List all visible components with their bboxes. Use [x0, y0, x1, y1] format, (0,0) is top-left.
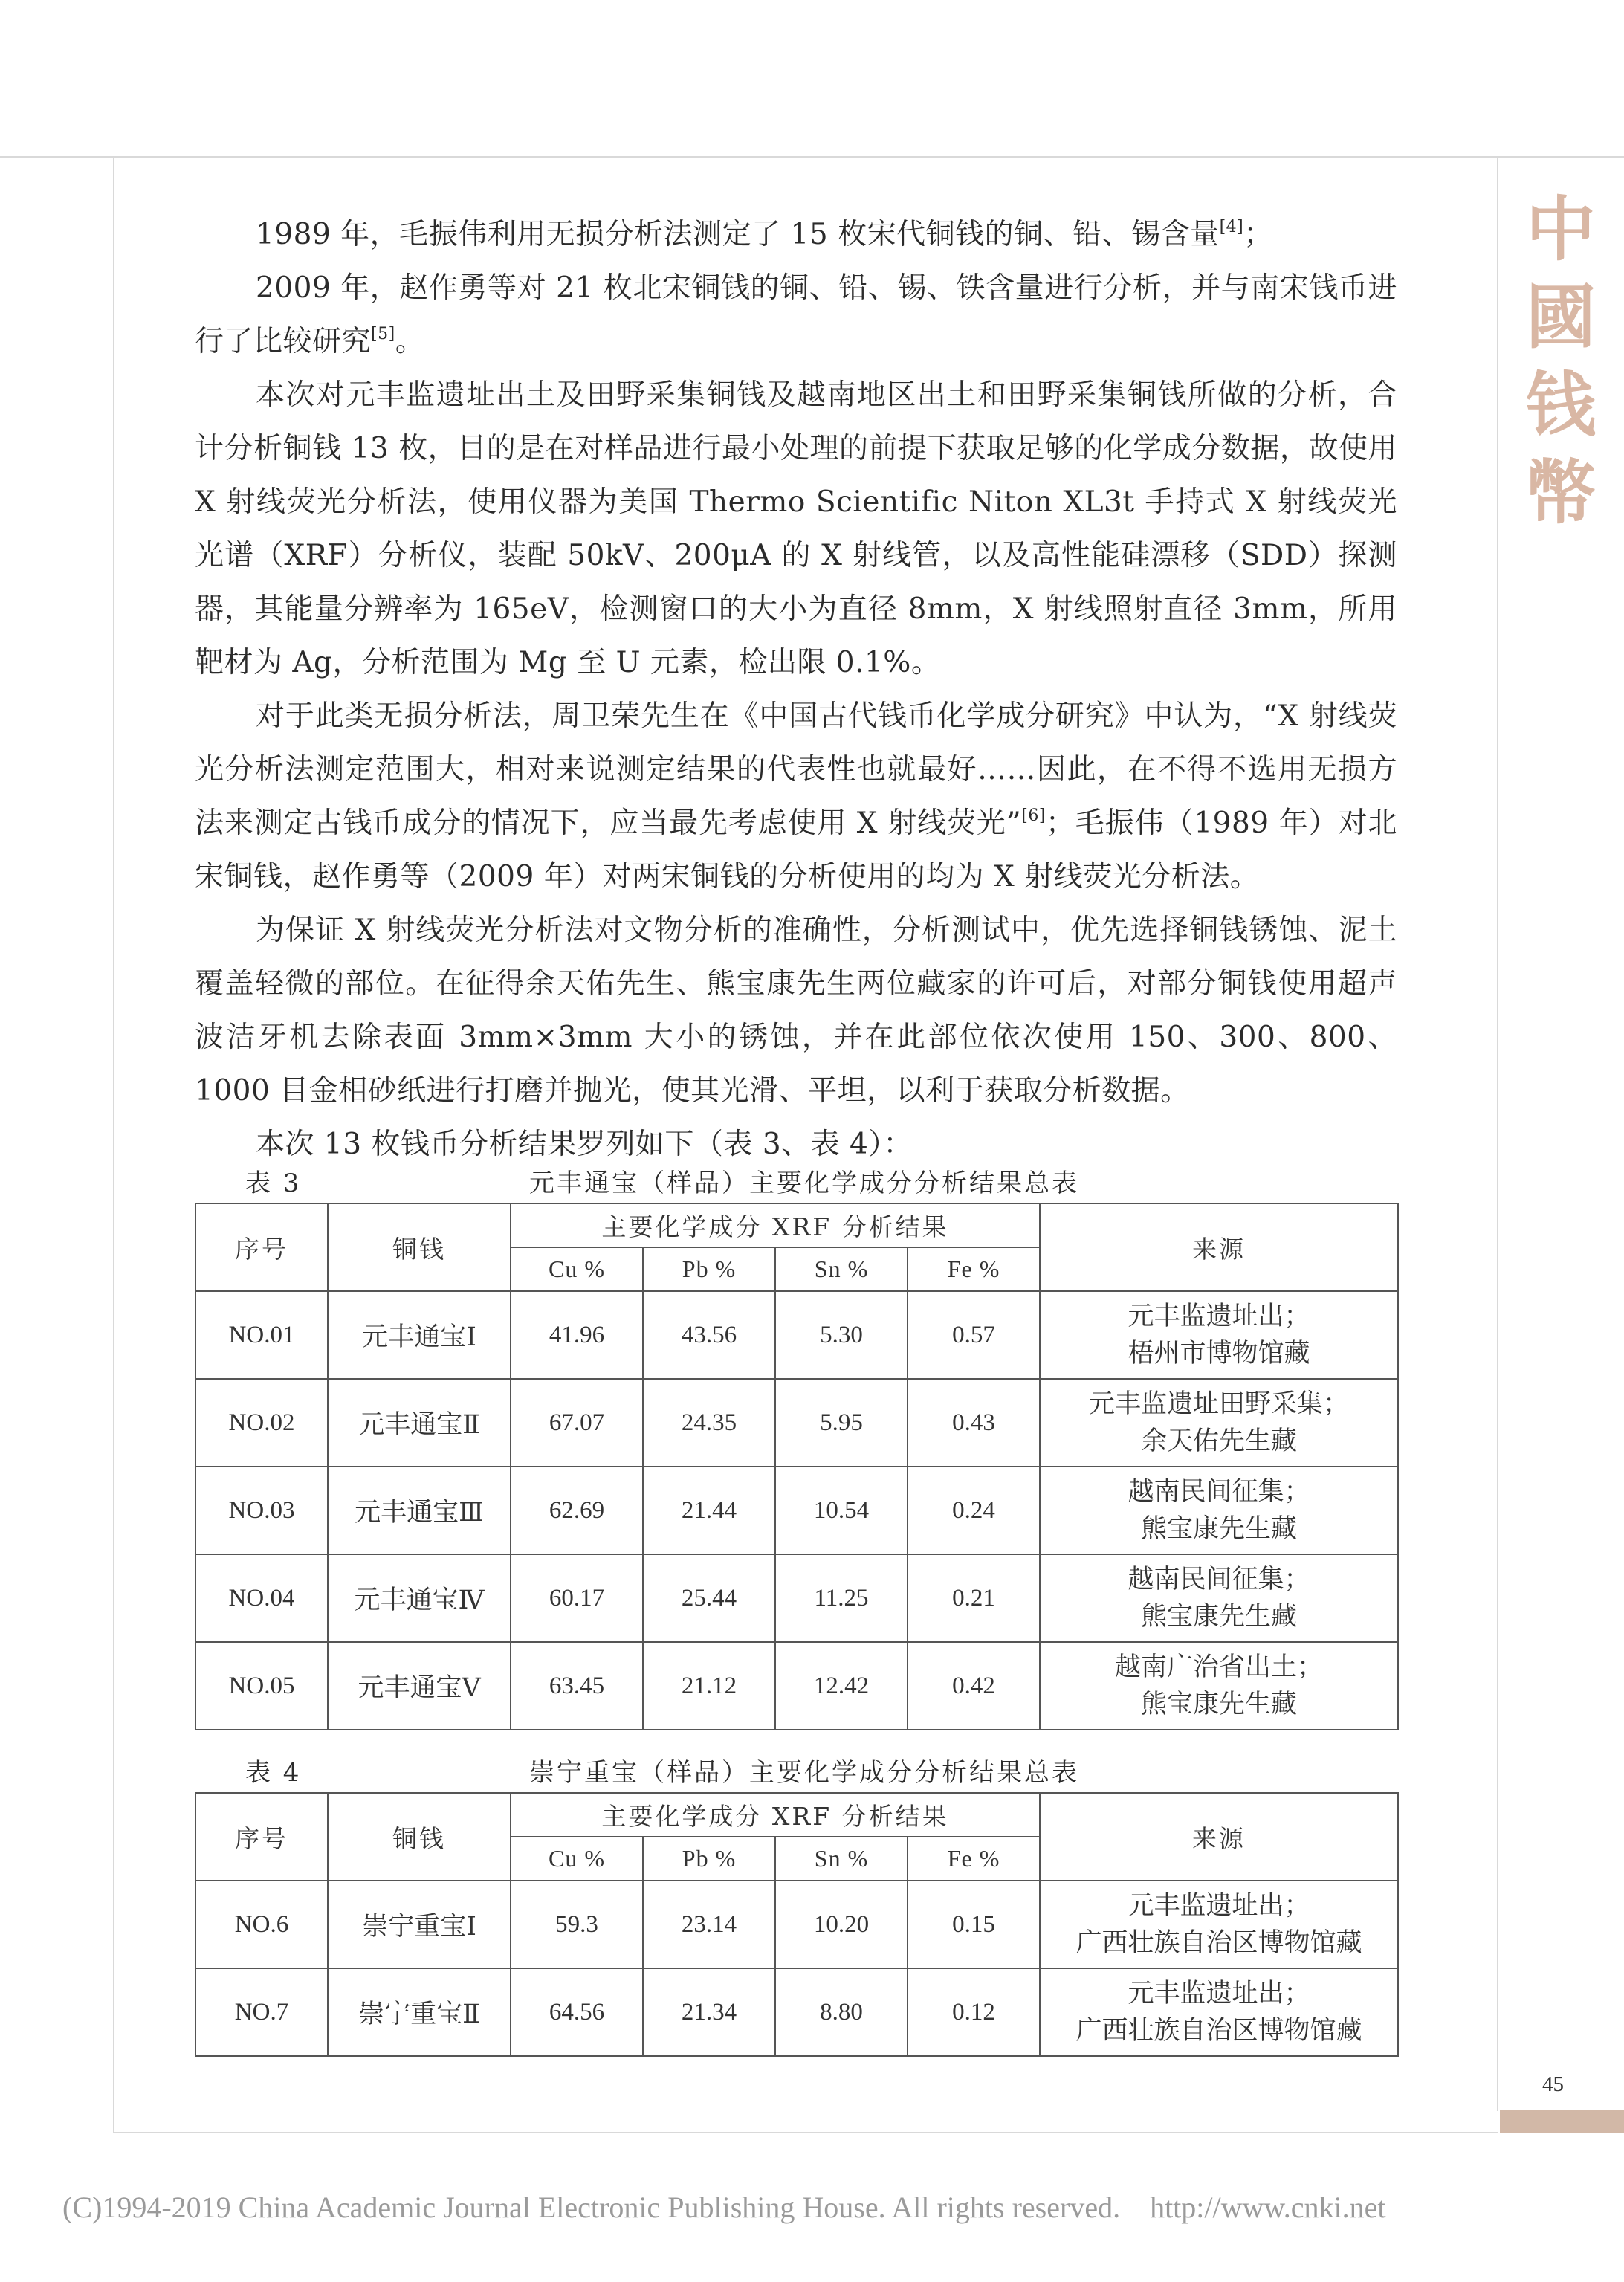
- journal-logo: [1516, 186, 1605, 537]
- cell-pb: 21.34: [643, 1968, 775, 2056]
- citation-ref[interactable]: [4]: [1219, 218, 1244, 236]
- cell-sn: 12.42: [775, 1642, 908, 1730]
- left-margin-rule: [113, 156, 114, 2133]
- paragraph: 2009 年，赵作勇等对 21 枚北宋铜钱的铜、铅、锡、铁含量进行分析，并与南宋钱币进行了比较研究[5]。: [195, 271, 1397, 358]
- col-header-sn: Sn %: [775, 1837, 908, 1881]
- cell-fe: 0.57: [908, 1291, 1040, 1379]
- cell-fe: 0.15: [908, 1881, 1040, 1968]
- cell-source: 越南广治省出土； 熊宝康先生藏: [1040, 1642, 1398, 1730]
- col-header-seq: 序号: [195, 1793, 328, 1881]
- col-header-pb: Pb %: [643, 1247, 775, 1291]
- cell-sn: 5.95: [775, 1379, 908, 1467]
- table4-label: 表 4: [245, 1758, 302, 1788]
- paragraph: 1989 年，毛振伟利用无损分析法测定了 15 枚宋代铜钱的铜、铅、锡含量[4]；: [256, 218, 1273, 251]
- cell-fe: 0.43: [908, 1379, 1040, 1467]
- cell-sn: 8.80: [775, 1968, 908, 2056]
- cell-pb: 21.12: [643, 1642, 775, 1730]
- table3-caption: [195, 1163, 1397, 1200]
- col-header-coin: 铜钱: [328, 1793, 511, 1881]
- logo-char: 中: [1525, 189, 1596, 271]
- cell-pb: 25.44: [643, 1554, 775, 1642]
- cell-coin: 元丰通宝Ⅰ: [328, 1291, 511, 1379]
- cell-cu: 59.3: [511, 1881, 643, 1968]
- table-row: [195, 1467, 1398, 1554]
- table3: [195, 1203, 1399, 1730]
- cell-seq: NO.7: [195, 1968, 328, 2056]
- cell-fe: 0.42: [908, 1642, 1040, 1730]
- table-row: [195, 1291, 1398, 1379]
- page-accent-bar: [1500, 2110, 1624, 2133]
- cell-pb: 43.56: [643, 1291, 775, 1379]
- table-row: [195, 1642, 1398, 1730]
- body-text: [195, 208, 1397, 1171]
- logo-char: 國: [1525, 277, 1596, 358]
- cell-source: 越南民间征集； 熊宝康先生藏: [1040, 1554, 1398, 1642]
- paragraph: 为保证 X 射线荧光分析法对文物分析的准确性，分析测试中，优先选择铜钱锈蚀、泥土覆盖轻微的部位。在征得余天佑先生、熊宝康先生两位藏家的许可后，对部分铜钱使用超声波洁牙机去除表面 3mm×3mm 大小的锈蚀，并在此部位依次使用 150、300、800、1000 目金相砂纸进行打磨并抛光，使其光滑、平坦，以利于获取分析数据。: [195, 914, 1397, 1108]
- cell-seq: NO.04: [195, 1554, 328, 1642]
- cell-cu: 64.56: [511, 1968, 643, 2056]
- table4-caption: [195, 1752, 1397, 1789]
- cell-source: 越南民间征集； 熊宝康先生藏: [1040, 1467, 1398, 1554]
- cell-fe: 0.12: [908, 1968, 1040, 2056]
- citation-ref[interactable]: [5]: [371, 325, 395, 343]
- cell-pb: 24.35: [643, 1379, 775, 1467]
- cell-source: 元丰监遗址田野采集； 余天佑先生藏: [1040, 1379, 1398, 1467]
- cell-source: 元丰监遗址出； 梧州市博物馆藏: [1040, 1291, 1398, 1379]
- col-header-source: 来源: [1040, 1793, 1398, 1881]
- cell-coin: 崇宁重宝Ⅱ: [328, 1968, 511, 2056]
- citation-ref[interactable]: [6]: [1021, 807, 1046, 825]
- cell-source: 元丰监遗址出； 广西壮族自治区博物馆藏: [1040, 1881, 1398, 1968]
- logo-char: 钱: [1525, 364, 1596, 446]
- header-rule: [0, 156, 1624, 158]
- col-header-cu: Cu %: [511, 1837, 643, 1881]
- col-header-seq: 序号: [195, 1203, 328, 1291]
- cell-sn: 10.20: [775, 1881, 908, 1968]
- table4-title: 崇宁重宝（样品）主要化学成分分析结果总表: [529, 1758, 1079, 1788]
- cell-sn: 5.30: [775, 1291, 908, 1379]
- table-row: [195, 1968, 1398, 2056]
- col-header-coin: 铜钱: [328, 1203, 511, 1291]
- paragraph: 本次对元丰监遗址出土及田野采集铜钱及越南地区出土和田野采集铜钱所做的分析，合计分析铜钱 13 枚，目的是在对样品进行最小处理的前提下获取足够的化学成分数据，故使用 X 射线荧光分析法，使用仪器为美国 Thermo Scientific Niton XL3t 手持式 X 射线荧光光谱（XRF）分析仪，装配 50kV、200μA 的 X 射线管，以及高性能硅漂移（SDD）探测器，其能量分辨率为 165eV，检测窗口的大小为直径 8mm，X 射线照射直径 3mm，所用靶材为 Ag，分析范围为 Mg 至 U 元素，检出限 0.1%。: [195, 378, 1397, 679]
- cell-seq: NO.05: [195, 1642, 328, 1730]
- cell-sn: 11.25: [775, 1554, 908, 1642]
- cell-coin: 元丰通宝Ⅲ: [328, 1467, 511, 1554]
- table-row: [195, 1554, 1398, 1642]
- table-row: [195, 1379, 1398, 1467]
- paragraph: 对于此类无损分析法，周卫荣先生在《中国古代钱币化学成分研究》中认为，“X 射线荧光分析法测定范围大，相对来说测定结果的代表性也就最好……因此，在不得不选用无损方法来测定古钱币成分的情况下，应当最先考虑使用 X 射线荧光”[6]；毛振伟（1989 年）对北宋铜钱，赵作勇等（2009 年）对两宋铜钱的分析使用的均为 X 射线荧光分析法。: [195, 699, 1398, 893]
- col-header-group: 主要化学成分 XRF 分析结果: [511, 1793, 1040, 1837]
- cell-seq: NO.03: [195, 1467, 328, 1554]
- cell-cu: 60.17: [511, 1554, 643, 1642]
- cell-fe: 0.24: [908, 1467, 1040, 1554]
- cell-coin: 崇宁重宝Ⅰ: [328, 1881, 511, 1968]
- cell-cu: 63.45: [511, 1642, 643, 1730]
- cell-pb: 21.44: [643, 1467, 775, 1554]
- cell-coin: 元丰通宝Ⅴ: [328, 1642, 511, 1730]
- cell-coin: 元丰通宝Ⅳ: [328, 1554, 511, 1642]
- right-margin-rule: [1497, 156, 1498, 2111]
- col-header-pb: Pb %: [643, 1837, 775, 1881]
- col-header-cu: Cu %: [511, 1247, 643, 1291]
- cell-seq: NO.6: [195, 1881, 328, 1968]
- cell-cu: 41.96: [511, 1291, 643, 1379]
- page-number: 45: [1542, 2072, 1564, 2096]
- col-header-source: 来源: [1040, 1203, 1398, 1291]
- col-header-fe: Fe %: [908, 1837, 1040, 1881]
- cell-pb: 23.14: [643, 1881, 775, 1968]
- cell-cu: 67.07: [511, 1379, 643, 1467]
- paragraph: 本次 13 枚钱币分析结果罗列如下（表 3、表 4）：: [256, 1128, 913, 1161]
- cell-fe: 0.21: [908, 1554, 1040, 1642]
- col-header-fe: Fe %: [908, 1247, 1040, 1291]
- logo-char: 幣: [1525, 452, 1596, 534]
- cell-sn: 10.54: [775, 1467, 908, 1554]
- cell-seq: NO.02: [195, 1379, 328, 1467]
- col-header-sn: Sn %: [775, 1247, 908, 1291]
- footer-rule: [113, 2132, 1498, 2133]
- table3-title: 元丰通宝（样品）主要化学成分分析结果总表: [529, 1169, 1079, 1198]
- cell-source: 元丰监遗址出； 广西壮族自治区博物馆藏: [1040, 1968, 1398, 2056]
- table4: [195, 1792, 1399, 2057]
- cell-cu: 62.69: [511, 1467, 643, 1554]
- col-header-group: 主要化学成分 XRF 分析结果: [511, 1203, 1040, 1247]
- table3-label: 表 3: [245, 1169, 302, 1198]
- copyright-footer: (C)1994-2019 China Academic Journal Electronic Publishing House. All rights reserved. http://www.cnki.net: [62, 2191, 1386, 2224]
- table-row: [195, 1881, 1398, 1968]
- cell-seq: NO.01: [195, 1291, 328, 1379]
- cell-coin: 元丰通宝Ⅱ: [328, 1379, 511, 1467]
